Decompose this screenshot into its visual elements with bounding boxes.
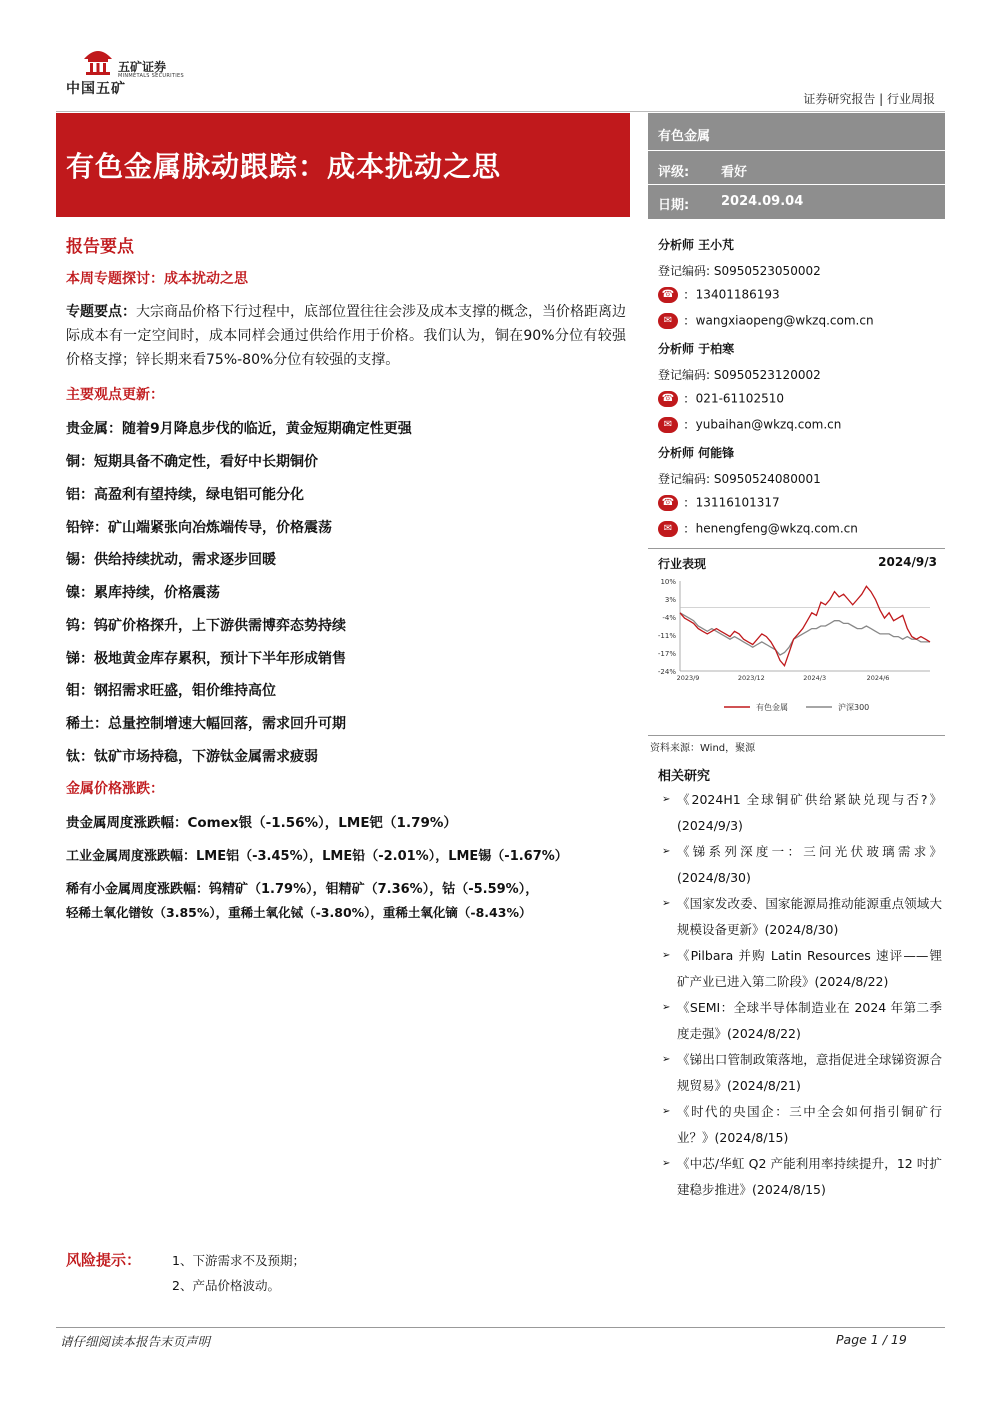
date-value: 2024.09.04 xyxy=(721,194,804,209)
phone-icon: ☎ xyxy=(658,495,678,511)
analyst-email[interactable]: henengfeng@wkzq.com.cn xyxy=(695,521,858,536)
page-title: 有色金属脉动跟踪：成本扰动之思 xyxy=(66,150,502,183)
chart-series-line xyxy=(680,586,930,665)
related-research-heading: 相关研究 xyxy=(658,769,711,784)
risk-item: 2、产品价格波动。 xyxy=(172,1278,280,1293)
related-item[interactable] xyxy=(662,1099,942,1151)
rating-box-divider xyxy=(648,184,945,185)
analyst-phone[interactable]: 13116101317 xyxy=(695,495,780,510)
risk-item: 1、下游需求不及预期； xyxy=(172,1253,305,1268)
view-item: 稀土：总量控制增速大幅回落，需求回升可期 xyxy=(66,716,346,732)
industry-label: 有色金属 xyxy=(658,129,711,144)
analyst-phone[interactable]: 13401186193 xyxy=(695,287,780,302)
analyst-reg: 登记编码: S0950523120002 xyxy=(658,368,821,382)
chart-x-tick-label: 2023/12 xyxy=(737,674,765,682)
footer-divider xyxy=(56,1327,945,1328)
chart-legend-label: 有色金属 xyxy=(756,703,788,712)
chart-y-tick-label: -11% xyxy=(657,632,676,640)
analyst-name: 分析师 王小芃 xyxy=(658,238,735,252)
related-item[interactable] xyxy=(662,943,942,995)
rating-box-divider xyxy=(648,150,945,151)
related-item[interactable] xyxy=(662,995,942,1047)
logo-brand: 五矿证券 xyxy=(118,60,167,74)
view-item: 锑：极地黄金库存累积，预计下半年形成销售 xyxy=(66,651,346,667)
email-icon: ✉ xyxy=(658,417,678,433)
analyst-phone-row: ☎ : 13116101317 xyxy=(658,495,780,511)
chart-title: 行业表现 xyxy=(658,557,707,571)
email-icon: ✉ xyxy=(658,521,678,537)
chart-x-tick-label: 2024/6 xyxy=(866,674,890,682)
price-line: 贵金属周度涨跌幅：Comex银（-1.56%），LME钯（1.79%） xyxy=(66,815,457,831)
view-item: 铜：短期具备不确定性，看好中长期铜价 xyxy=(66,454,318,470)
related-item[interactable] xyxy=(662,1151,942,1203)
logo-text-cn: 中国五矿 xyxy=(66,81,126,97)
analyst-email-row: ✉ : yubaihan@wkzq.com.cn xyxy=(658,417,841,433)
rating-label: 评级: xyxy=(658,165,690,180)
analyst-email[interactable]: wangxiaopeng@wkzq.com.cn xyxy=(695,313,874,328)
related-item-text[interactable]: 《时代的央国企：三中全会如何指引铜矿行业？》(2024/8/15) xyxy=(677,1104,942,1145)
topic-heading: 本周专题探讨：成本扰动之思 xyxy=(66,271,248,287)
view-item: 铝：高盈利有望持续，绿电铝可能分化 xyxy=(66,487,304,503)
chart-y-tick-label: 10% xyxy=(660,578,676,586)
view-item: 钨：钨矿价格探升，上下游供需博弈态势持续 xyxy=(66,618,346,634)
chart-y-tick-label: 3% xyxy=(664,596,676,604)
related-item-text[interactable]: 《中芯/华虹 Q2 产能利用率持续提升，12 吋扩建稳步推进》(2024/8/15) xyxy=(677,1156,942,1197)
analyst-reg: 登记编码: S0950524080001 xyxy=(658,472,821,486)
logo-brand-en: MINMETALS SECURITIES xyxy=(118,73,184,79)
industry-performance-chart xyxy=(648,548,945,736)
analyst-email[interactable]: yubaihan@wkzq.com.cn xyxy=(695,417,842,432)
chart-legend-label: 沪深300 xyxy=(838,703,870,712)
view-item: 钼：钢招需求旺盛，钼价维持高位 xyxy=(66,683,276,699)
rating-value: 看好 xyxy=(721,165,748,180)
view-item: 铅锌：矿山端紧张向冶炼端传导，价格震荡 xyxy=(66,520,332,536)
chart-y-tick-label: -4% xyxy=(662,614,676,622)
analyst-reg: 登记编码: S0950523050002 xyxy=(658,264,821,278)
related-item[interactable] xyxy=(662,839,942,891)
view-item: 锡：供给持续扰动，需求逐步回暖 xyxy=(66,552,276,568)
header-divider xyxy=(56,111,945,112)
chart-source: 资料来源：Wind，聚源 xyxy=(650,743,756,754)
views-heading: 主要观点更新： xyxy=(66,387,164,403)
topic-paragraph xyxy=(66,300,626,372)
chart-x-tick-label: 2023/9 xyxy=(676,674,700,682)
chart-y-tick-label: -17% xyxy=(657,650,676,658)
arrow-icon: ➢ xyxy=(662,1158,671,1169)
price-heading: 金属价格涨跌： xyxy=(66,781,164,797)
topic-label: 专题要点： xyxy=(66,304,136,320)
footer-disclaimer: 请仔细阅读本报告末页声明 xyxy=(60,1334,211,1349)
chart-y-tick-label: -24% xyxy=(657,668,676,676)
topic-text: 大宗商品价格下行过程中，底部位置往往会涉及成本支撑的概念，当价格距离边际成本有一定空间时，成本同样会通过供给作用于价格。我们认为，铜在90%分位有较强价格支撑；锌长期来看75%-80%分位有较强的支撑。 xyxy=(66,304,626,368)
analyst-email-row: ✉ : henengfeng@wkzq.com.cn xyxy=(658,521,858,537)
analyst-phone-row: ☎ : 13401186193 xyxy=(658,287,780,303)
page-number: Page 1 / 19 xyxy=(836,1332,907,1347)
view-item: 贵金属：随着9月降息步伐的临近，黄金短期确定性更强 xyxy=(66,421,412,437)
view-item: 镍：累库持续，价格震荡 xyxy=(66,585,220,601)
arrow-icon: ➢ xyxy=(662,950,671,961)
arrow-icon: ➢ xyxy=(662,1002,671,1013)
analyst-name: 分析师 于柏寒 xyxy=(658,342,735,356)
analyst-phone-row: ☎ : 021-61102510 xyxy=(658,391,784,407)
price-line: 轻稀土氧化镨钕（3.85%），重稀土氧化铽（-3.80%），重稀土氧化镝（-8.43%） xyxy=(66,905,532,920)
analyst-email-row: ✉ : wangxiaopeng@wkzq.com.cn xyxy=(658,313,874,329)
related-item[interactable] xyxy=(662,787,942,839)
view-item: 钛：钛矿市场持稳，下游钛金属需求疲弱 xyxy=(66,749,318,765)
phone-icon: ☎ xyxy=(658,391,678,407)
arrow-icon: ➢ xyxy=(662,1106,671,1117)
phone-icon: ☎ xyxy=(658,287,678,303)
related-item-text[interactable]: 《锑系列深度一：三问光伏玻璃需求》(2024/8/30) xyxy=(677,844,942,885)
arrow-icon: ➢ xyxy=(662,794,671,805)
related-item[interactable] xyxy=(662,891,942,943)
price-line: 稀有小金属周度涨跌幅：钨精矿（1.79%），钼精矿（7.36%），钴（-5.59%）， xyxy=(66,882,539,897)
report-heading: 报告要点 xyxy=(66,237,134,257)
email-icon: ✉ xyxy=(658,313,678,329)
arrow-icon: ➢ xyxy=(662,846,671,857)
related-item-text[interactable]: 《国家发改委、国家能源局推动能源重点领域大规模设备更新》(2024/8/30) xyxy=(677,896,942,937)
risk-label: 风险提示： xyxy=(66,1251,142,1269)
analyst-phone[interactable]: 021-61102510 xyxy=(695,391,784,406)
chart-x-tick-label: 2024/3 xyxy=(803,674,827,682)
rating-box xyxy=(648,113,945,219)
report-type-breadcrumb: 证券研究报告 | 行业周报 xyxy=(803,92,935,106)
related-item-text[interactable]: 《SEMI：全球半导体制造业在 2024 年第二季度走强》(2024/8/22) xyxy=(677,1000,942,1041)
date-label: 日期: xyxy=(658,198,690,213)
company-logo-icon xyxy=(82,45,114,75)
price-line: 工业金属周度涨跌幅：LME铝（-3.45%），LME铅（-2.01%），LME锡（-1.67%） xyxy=(66,849,568,864)
analyst-name: 分析师 何能锋 xyxy=(658,446,735,460)
chart-plot xyxy=(648,573,945,737)
related-item-text[interactable]: 《锑出口管制政策落地，意指促进全球锑资源合规贸易》(2024/8/21) xyxy=(677,1052,942,1093)
arrow-icon: ➢ xyxy=(662,1054,671,1065)
arrow-icon: ➢ xyxy=(662,898,671,909)
related-item-text[interactable]: 《Pilbara 并购 Latin Resources 速评——锂矿产业已进入第二阶段》(2024/8/22) xyxy=(677,948,942,989)
chart-date: 2024/9/3 xyxy=(878,555,937,569)
related-item[interactable] xyxy=(662,1047,942,1099)
related-item-text[interactable]: 《2024H1 全球铜矿供给紧缺兑现与否?》(2024/9/3) xyxy=(677,792,942,833)
